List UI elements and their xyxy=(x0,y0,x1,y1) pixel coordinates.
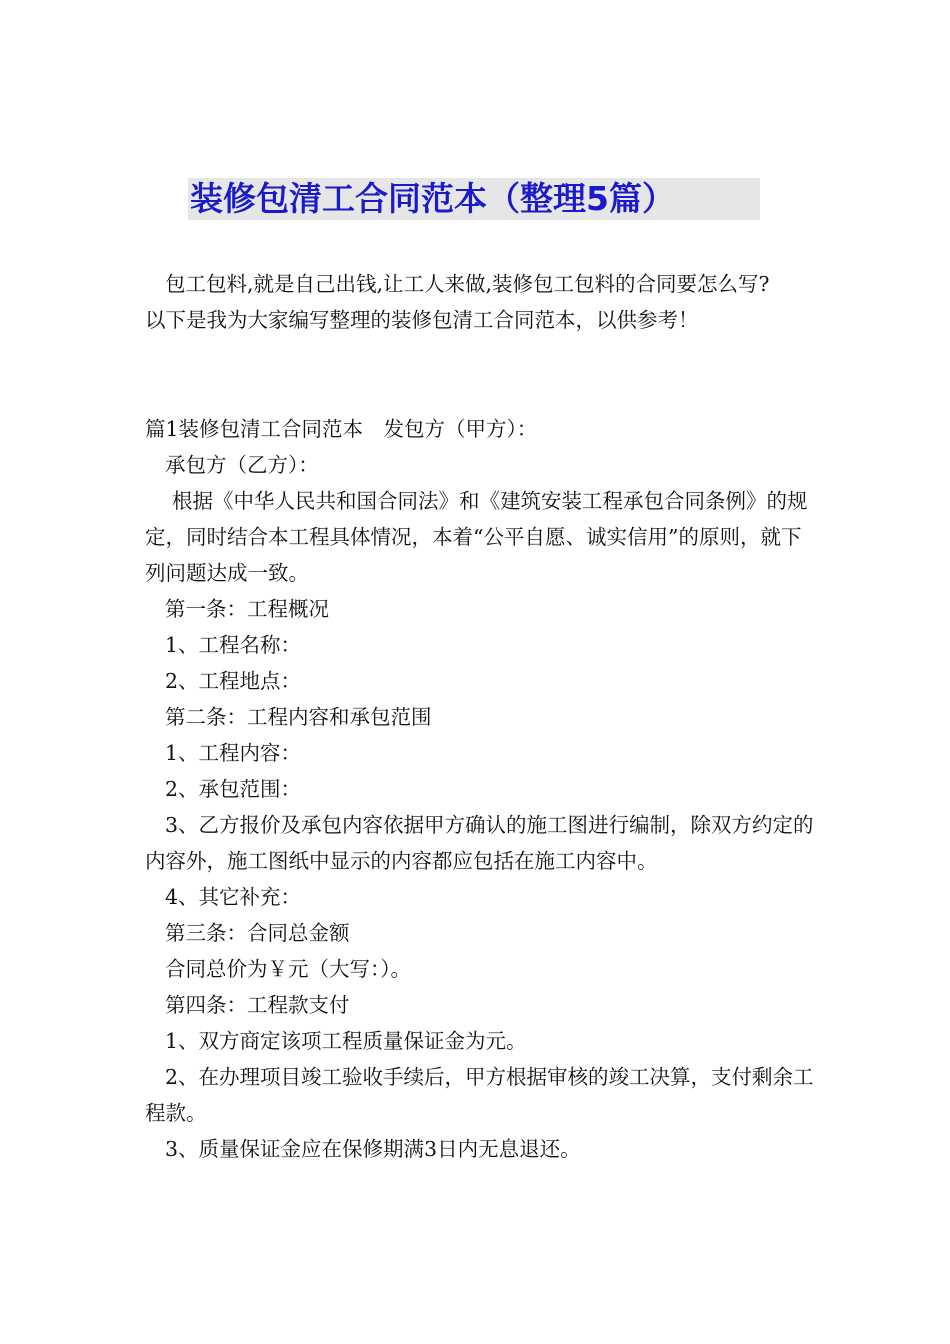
intro-line-1: 包工包料,就是自己出钱,让工人来做,装修包工包料的合同要怎么写? xyxy=(165,272,770,296)
paragraph: 篇1装修包清工合同范本 发包方（甲方）： xyxy=(145,417,538,441)
paragraph: 2、工程地点： xyxy=(165,669,302,693)
paragraph: 1、双方商定该项工程质量保证金为元。 xyxy=(165,1029,527,1053)
paragraph: 第四条：工程款支付 xyxy=(165,993,350,1017)
paragraph: 1、工程内容： xyxy=(165,741,302,765)
paragraph: 4、其它补充： xyxy=(165,885,302,909)
paragraph: 承包方（乙方）： xyxy=(165,453,319,477)
intro-line-2: 以下是我为大家编写整理的装修包清工合同范本，以供参考！ xyxy=(145,308,699,332)
paragraph: 第三条：合同总金额 xyxy=(165,921,350,945)
paragraph: 第二条：工程内容和承包范围 xyxy=(165,705,432,729)
document-title: 装修包清工合同范本（整理5篇） xyxy=(190,179,675,218)
contract-body xyxy=(145,411,815,1167)
paragraph: 2、承包范围： xyxy=(165,777,302,801)
paragraph: 第一条：工程概况 xyxy=(165,597,329,621)
paragraph: 根据《中华人民共和国合同法》和《建筑安装工程承包合同条例》的规定，同时结合本工程具体情况，本着“公平自愿、诚实信用”的原则，就下列问题达成一致。 xyxy=(145,489,808,585)
paragraph: 3、质量保证金应在保修期满3日内无息退还。 xyxy=(165,1137,581,1161)
paragraph: 1、工程名称： xyxy=(165,633,302,657)
paragraph: 2、在办理项目竣工验收手续后，甲方根据审核的竣工决算，支付剩余工程款。 xyxy=(145,1065,814,1125)
intro-section xyxy=(145,266,815,338)
paragraph: 3、乙方报价及承包内容依据甲方确认的施工图进行编制，除双方约定的内容外，施工图纸中显示的内容都应包括在施工内容中。 xyxy=(145,813,814,873)
paragraph: 合同总价为￥元（大写：）。 xyxy=(165,957,411,981)
